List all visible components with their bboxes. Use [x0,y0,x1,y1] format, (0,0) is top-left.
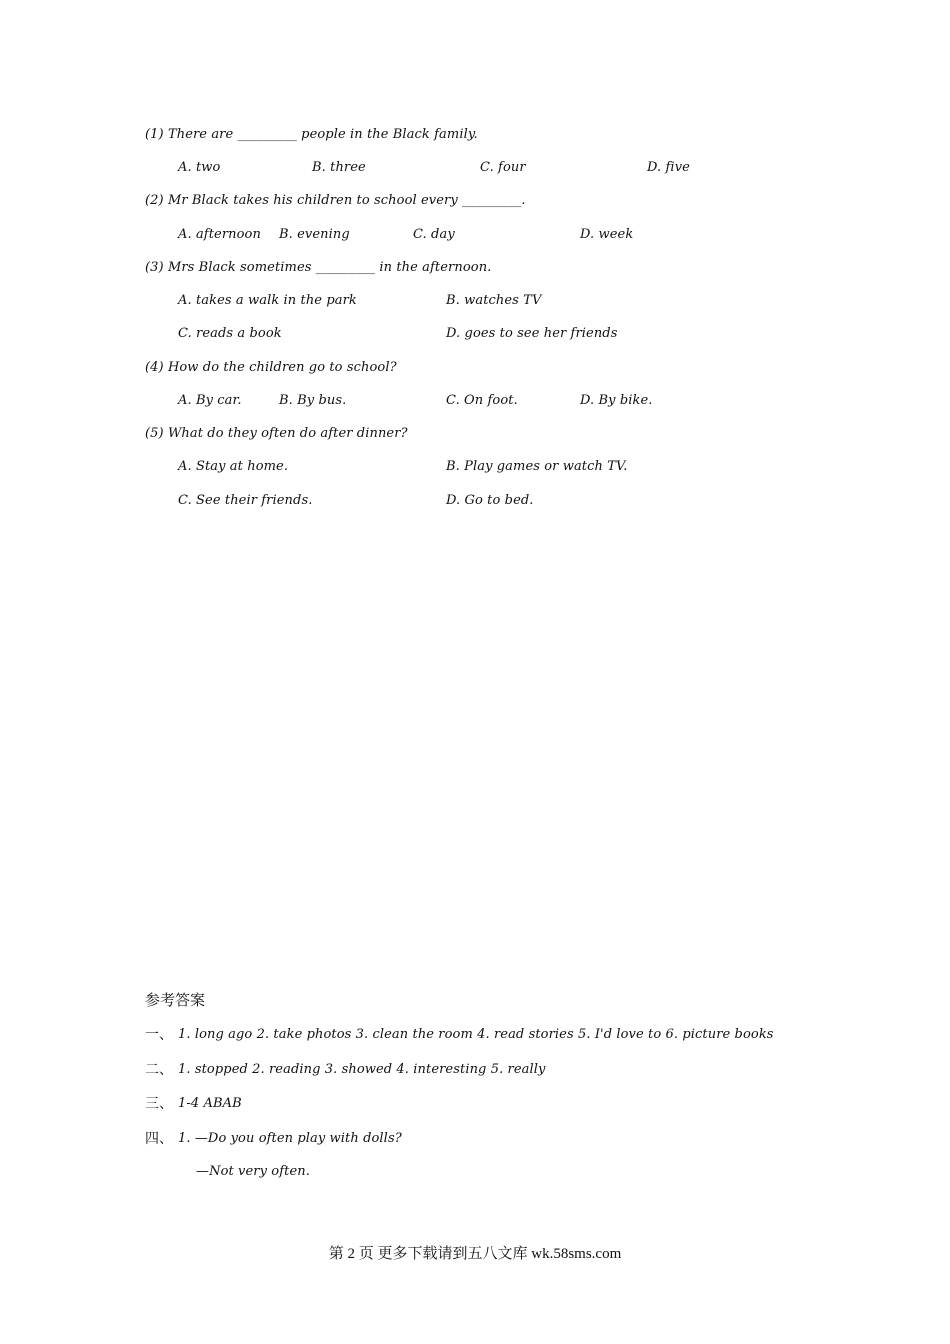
question-2-option-d: D. week [580,227,634,242]
question-5-option-c: C. See their friends. [178,493,313,508]
question-3-option-c: C. reads a book [178,326,282,341]
question-3-option-b: B. watches TV [446,293,542,308]
answer-section-1-number: 一、 [145,1027,173,1043]
question-1-option-b: B. three [312,160,366,175]
answer-section-4-continuation: —Not very often. [196,1164,310,1179]
question-3-stem: (3) Mrs Black sometimes _________ in the afternoon. [145,260,492,275]
answer-key-title: 参考答案 [145,991,206,1009]
question-4-option-c: C. On foot. [446,393,518,408]
answer-section-3-text: 1-4 ABAB [178,1096,242,1111]
question-4-option-b: B. By bus. [279,393,347,408]
answer-section-4-number: 四、 [145,1131,173,1147]
question-2-stem: (2) Mr Black takes his children to school every _________. [145,193,526,208]
question-4-option-a: A. By car. [178,393,242,408]
question-1-option-c: C. four [480,160,526,175]
question-2-option-c: C. day [413,227,455,242]
question-1-stem: (1) There are _________ people in the Black family. [145,127,478,142]
question-3-option-a: A. takes a walk in the park [178,293,357,308]
question-3-option-d: D. goes to see her friends [446,326,618,341]
question-4-option-d: D. By bike. [580,393,653,408]
question-1-option-d: D. five [647,160,690,175]
answer-section-1-text: 1. long ago 2. take photos 3. clean the room 4. read stories 5. I'd love to 6. picture books [178,1027,774,1042]
answer-section-4-text: 1. —Do you often play with dolls? [178,1131,402,1146]
question-5-option-a: A. Stay at home. [178,459,289,474]
answer-section-3-number: 三、 [145,1096,173,1112]
question-5-option-b: B. Play games or watch TV. [446,459,628,474]
question-5-option-d: D. Go to bed. [446,493,534,508]
answer-section-2-text: 1. stopped 2. reading 3. showed 4. interesting 5. really [178,1062,546,1077]
question-4-stem: (4) How do the children go to school? [145,360,397,375]
question-2-option-a: A. afternoon [178,227,261,242]
question-1-option-a: A. two [178,160,221,175]
question-2-option-b: B. evening [279,227,350,242]
page-footer: 第 2 页 更多下载请到五八文库 wk.58sms.com [328,1246,622,1262]
answer-section-2-number: 二、 [145,1062,173,1078]
question-5-stem: (5) What do they often do after dinner? [145,426,408,441]
